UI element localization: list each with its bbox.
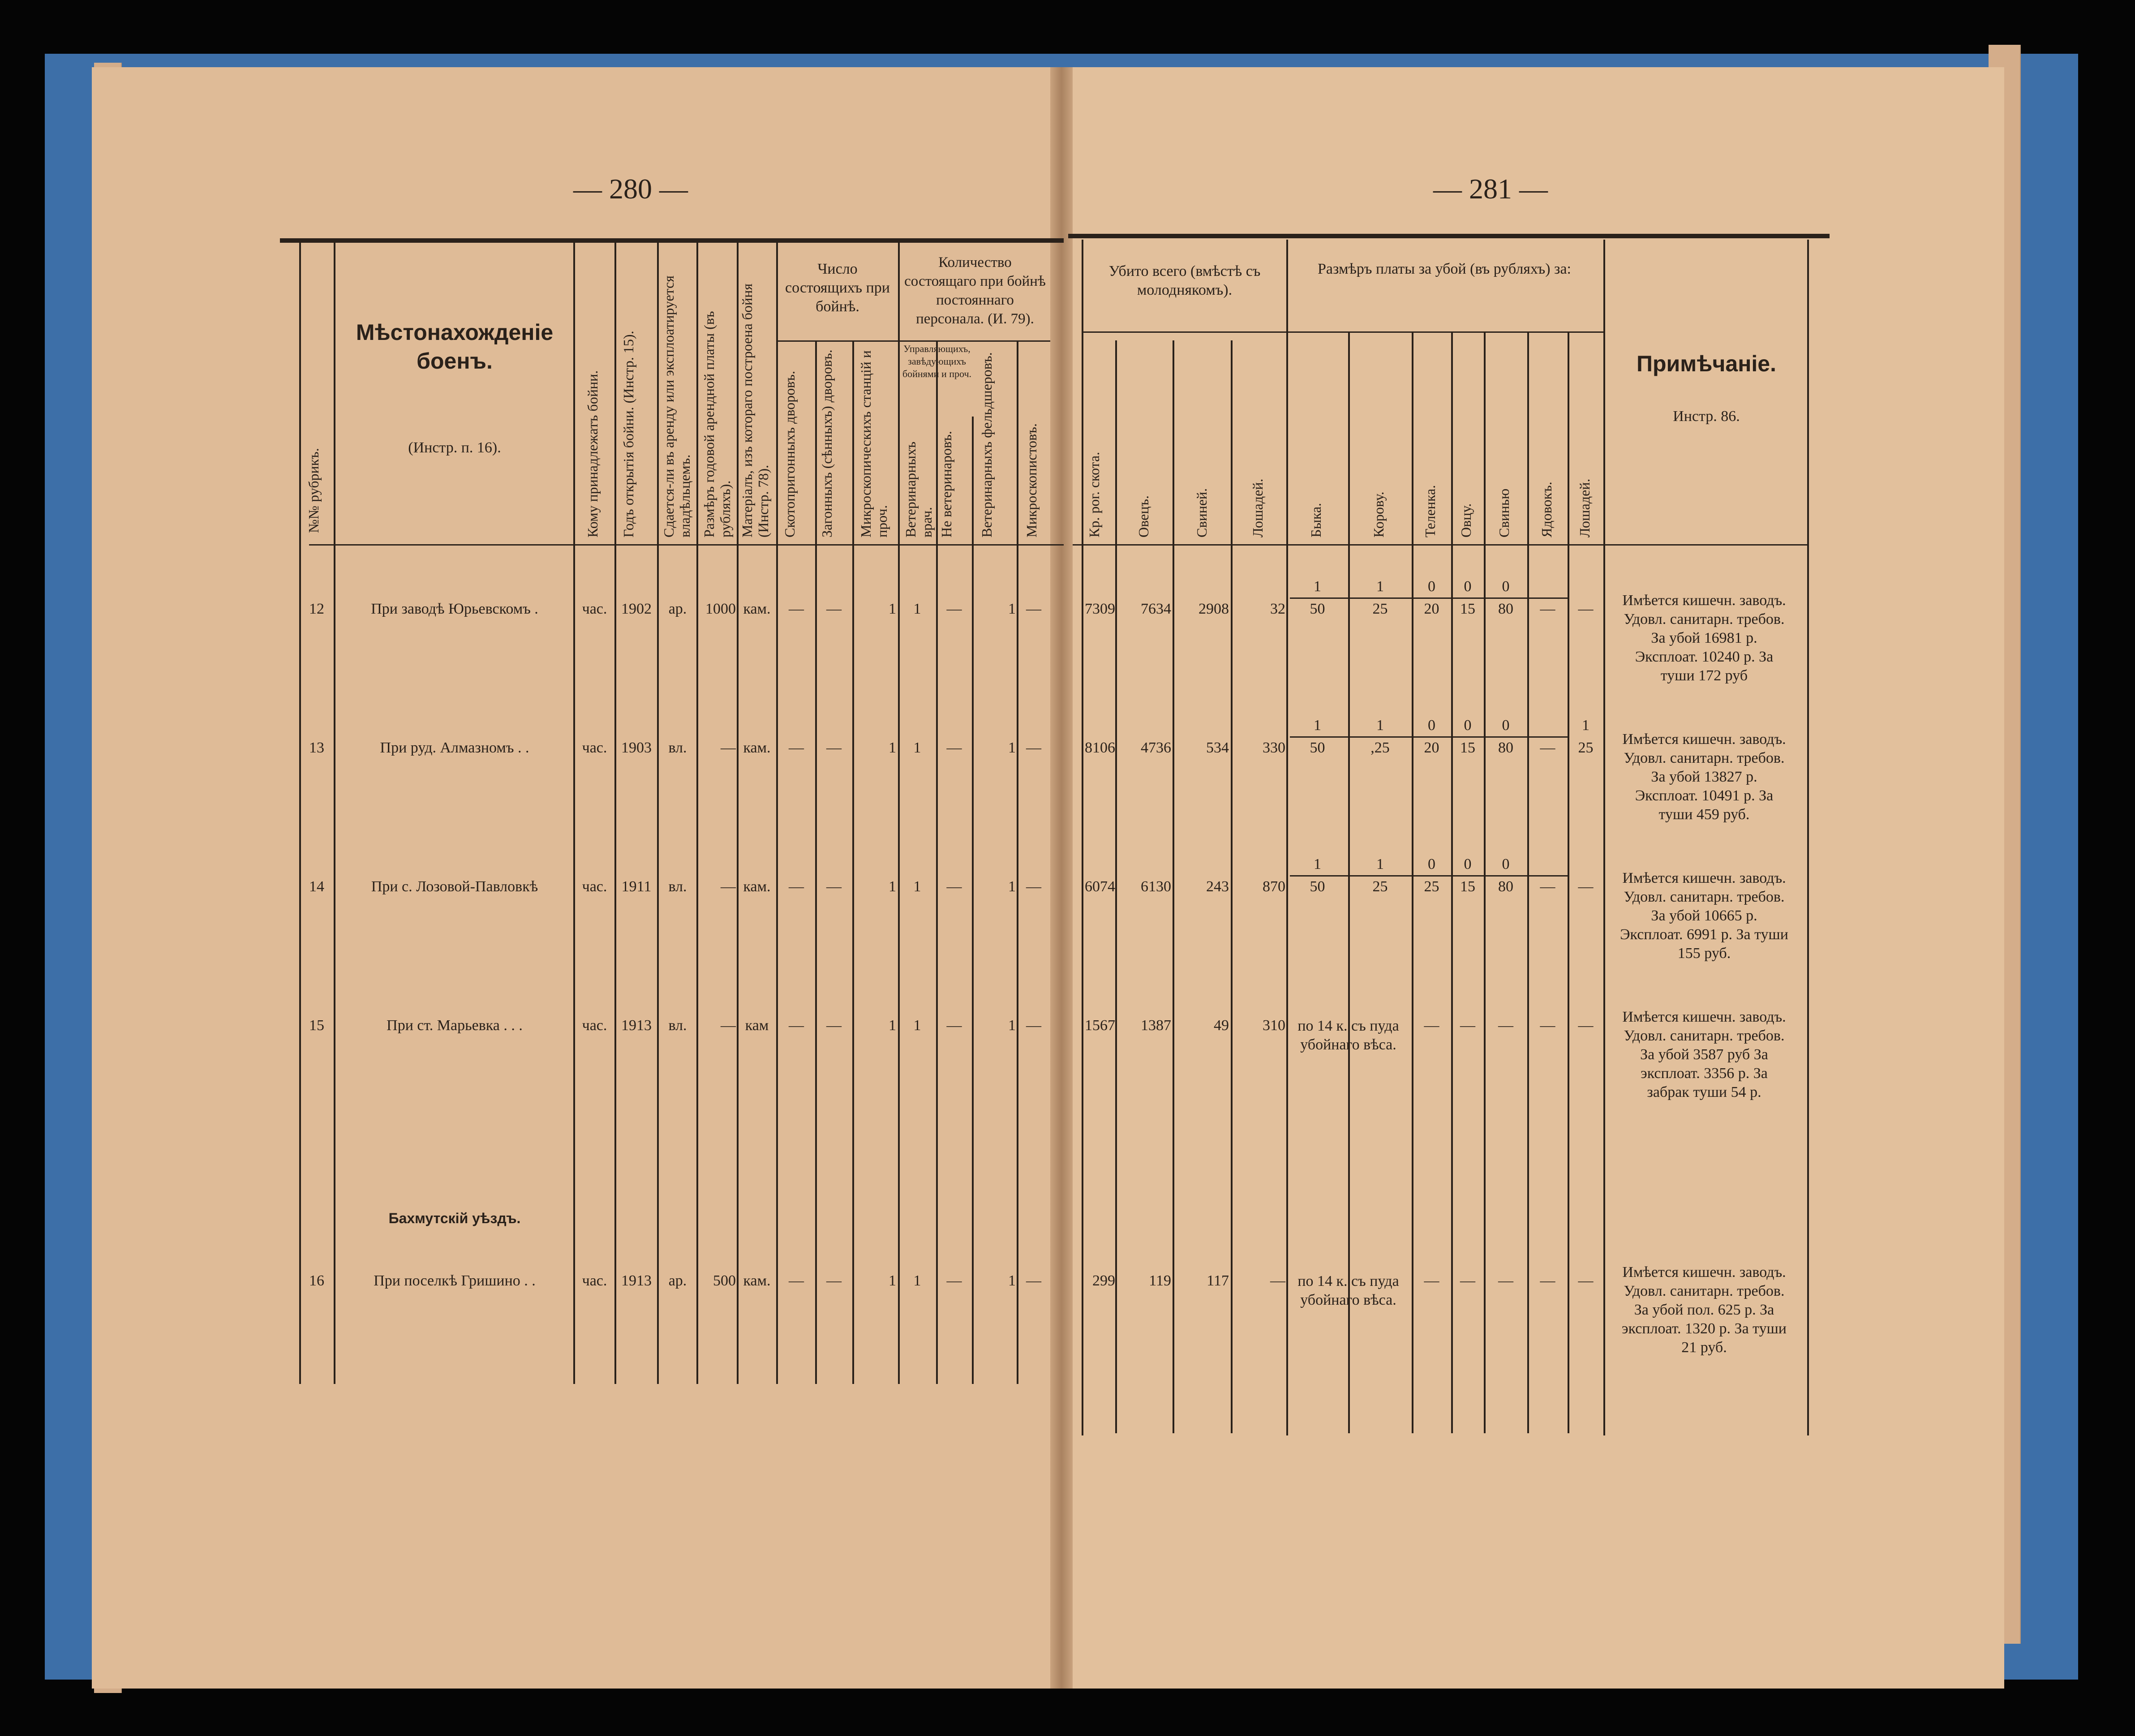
col-line <box>936 340 938 1384</box>
left-header-bottom-rule <box>309 544 1064 546</box>
row-vet-doc: 1 <box>913 878 921 895</box>
fee-per-head-kopecks: — <box>1578 601 1594 617</box>
header-bull: Быка. <box>1308 503 1324 537</box>
fee-fraction-rule <box>1290 597 1568 599</box>
fee-per-head-numerator: 1 <box>1314 717 1321 734</box>
row-horses: 330 <box>1263 739 1285 756</box>
fee-per-head-kopecks: 50 <box>1310 739 1325 756</box>
row-micro-station: 1 <box>889 739 896 756</box>
row-nonvet: — <box>946 601 962 617</box>
fee-dash: — <box>1424 1017 1439 1034</box>
row-owner: час. <box>582 1017 607 1034</box>
row-note: Имѣется кишечн. заводъ. Удовл. санитарн. требов. За убой 3587 руб За эксплоат. 3356 р. За забрак туши 54 р. <box>1622 1009 1786 1100</box>
header-skotoprogon: Скотопригонныхъ дворовъ. <box>782 370 798 537</box>
row-owner: час. <box>582 601 607 617</box>
row-number: 16 <box>309 1272 324 1289</box>
fee-dash: — <box>1540 1272 1555 1289</box>
col-line <box>852 340 854 1384</box>
row-place: При с. Лозовой-Павловкѣ <box>371 878 538 895</box>
header-rubric: №№ рубрикъ. <box>305 448 322 533</box>
fee-per-head-numerator: 0 <box>1464 856 1472 872</box>
row-vet-doc: 1 <box>913 739 921 756</box>
row-material: кам <box>745 1017 769 1034</box>
row-lease: вл. <box>668 739 687 756</box>
staff-group-rule <box>898 340 1050 342</box>
fee-per-head-kopecks: 15 <box>1460 601 1475 617</box>
fee-per-head-numerator: 1 <box>1376 856 1384 872</box>
header-pigs: Свиней. <box>1194 488 1210 537</box>
left-table-border <box>299 242 301 1384</box>
row-note: Имѣется кишечн. заводъ. Удовл. санитарн. требов. За убой пол. 625 р. За эксплоат. 1320 р. За туши 21 руб. <box>1622 1264 1787 1356</box>
fee-dash: — <box>1498 1272 1513 1289</box>
fee-per-head-kopecks: 80 <box>1498 878 1513 895</box>
row-sheep: 7634 <box>1141 601 1171 617</box>
row-lease: ар. <box>668 1272 687 1289</box>
row-year: 1911 <box>621 878 652 895</box>
row-horses: 32 <box>1270 601 1285 617</box>
header-owner: Кому принадлежатъ бойни. <box>584 370 601 537</box>
fee-per-head-kopecks: — <box>1578 878 1594 895</box>
header-location-instr: (Инстр. п. 16). <box>408 439 501 456</box>
row-micro-station: 1 <box>889 601 896 617</box>
fee-fraction-rule <box>1290 736 1568 738</box>
fee-per-head-numerator: 1 <box>1314 856 1321 872</box>
row-zagon: — <box>826 739 842 756</box>
row-skotoprogon: — <box>789 739 804 756</box>
section-label: Бахмутскій уѣздъ. <box>388 1210 521 1226</box>
row-rent: 500 <box>713 1272 736 1289</box>
fee-per-head-kopecks: ,25 <box>1370 739 1390 756</box>
row-sheep: 119 <box>1149 1272 1171 1289</box>
row-zagon: — <box>826 1272 842 1289</box>
row-microscopist: — <box>1026 1272 1041 1289</box>
fee-per-head-numerator: 1 <box>1376 717 1384 734</box>
fee-dash: — <box>1460 1017 1475 1034</box>
fee-per-head-kopecks: 20 <box>1424 739 1439 756</box>
row-zagon: — <box>826 601 842 617</box>
fee-per-head-kopecks: 25 <box>1372 601 1388 617</box>
row-year: 1913 <box>621 1017 652 1034</box>
fee-per-head-numerator: 0 <box>1464 717 1472 734</box>
header-zagon: Загонныхъ (сѣнныхъ) дворовъ. <box>819 349 835 537</box>
fee-per-head-kopecks: 50 <box>1310 878 1325 895</box>
row-place: При заводѣ Юрьевскомъ . <box>371 601 538 617</box>
row-skotoprogon: — <box>789 878 804 895</box>
col-line <box>1115 340 1117 1433</box>
row-number: 14 <box>309 878 324 895</box>
row-vet-doc: 1 <box>913 601 921 617</box>
header-rent: Размѣръ годовой арендной платы (въ рубляхъ). <box>701 311 733 537</box>
header-horses: Лошадей. <box>1250 478 1266 537</box>
header-vet-feld: Ветеринарныхъ фельдшеровъ. <box>979 352 995 537</box>
row-place: При руд. Алмазномъ . . <box>380 739 529 756</box>
header-sheep: Овецъ. <box>1135 495 1151 537</box>
row-number: 13 <box>309 739 324 756</box>
fee-per-head-numerator: 0 <box>1428 578 1435 595</box>
col-line <box>972 417 974 1384</box>
row-note: Имѣется кишечн. заводъ. Удовл. санитарн. требов. За убой 16981 р. Эксплоат. 10240 р. За туши 172 руб <box>1622 592 1786 684</box>
col-line <box>776 242 778 1384</box>
fee-dash: — <box>1540 1017 1555 1034</box>
row-skotoprogon: — <box>789 601 804 617</box>
header-yearlings: Ядовокъ. <box>1538 481 1555 537</box>
row-pigs: 49 <box>1214 1017 1229 1034</box>
col-line <box>1286 240 1288 1435</box>
row-nonvet: — <box>946 1017 962 1034</box>
right-page-number: — 281 — <box>1433 173 1548 205</box>
row-rent: — <box>721 878 736 895</box>
row-pigs: 2908 <box>1199 601 1229 617</box>
header-fee-group: Размѣръ платы за убой (въ рубляхъ) за: <box>1318 261 1571 277</box>
row-number: 12 <box>309 601 324 617</box>
fee-per-head-kopecks: 15 <box>1460 878 1475 895</box>
row-number: 15 <box>309 1017 324 1034</box>
fee-per-head-kopecks: 25 <box>1424 878 1439 895</box>
book-gutter <box>1050 67 1073 1689</box>
col-line <box>334 242 335 1384</box>
row-material: кам. <box>743 739 771 756</box>
header-year: Годъ открытія бойни. (Инстр. 15). <box>620 331 636 537</box>
row-cattle: 299 <box>1092 1272 1115 1289</box>
right-table-border <box>1807 240 1809 1435</box>
header-note: Примѣчаніе. <box>1637 351 1776 376</box>
row-vet-doc: 1 <box>913 1017 921 1034</box>
row-vet-feld: 1 <box>1008 1017 1016 1034</box>
row-micro-station: 1 <box>889 878 896 895</box>
col-line <box>657 242 659 1384</box>
row-horses: — <box>1270 1272 1285 1289</box>
fee-per-head-kopecks: 50 <box>1310 601 1325 617</box>
row-year: 1902 <box>621 601 652 617</box>
fee-per-pood: по 14 к. съ пуда убойнаго вѣса. <box>1297 1018 1399 1053</box>
row-place: При ст. Марьевка . . . <box>387 1017 523 1034</box>
row-micro-station: 1 <box>889 1017 896 1034</box>
col-line <box>815 340 817 1384</box>
header-swine: Свинью <box>1496 488 1512 537</box>
row-place: При поселкѣ Гришино . . <box>374 1272 536 1289</box>
col-line <box>1603 240 1605 1435</box>
fee-per-head-kopecks: — <box>1540 739 1555 756</box>
fee-per-head-numerator: 0 <box>1502 717 1510 734</box>
row-vet-feld: 1 <box>1008 739 1016 756</box>
row-skotoprogon: — <box>789 1272 804 1289</box>
row-microscopist: — <box>1026 1017 1041 1034</box>
fee-per-head-numerator: 0 <box>1428 717 1435 734</box>
row-pigs: 534 <box>1206 739 1229 756</box>
fee-per-head-numerator: 1 <box>1314 578 1321 595</box>
row-vet-doc: 1 <box>913 1272 921 1289</box>
fee-per-head-kopecks: 25 <box>1372 878 1388 895</box>
row-pigs: 243 <box>1206 878 1229 895</box>
fee-per-head-kopecks: 80 <box>1498 601 1513 617</box>
header-killed-group: Убито всего (вмѣстѣ съ молоднякомъ). <box>1108 263 1261 298</box>
row-owner: час. <box>582 739 607 756</box>
col-line <box>898 242 900 1384</box>
row-micro-station: 1 <box>889 1272 896 1289</box>
row-lease: вл. <box>668 1017 687 1034</box>
row-vet-feld: 1 <box>1008 601 1016 617</box>
header-lease: Сдается-ли въ аренду или эксплоатируется владѣльцемъ. <box>661 275 693 537</box>
header-note-instr: Инстр. 86. <box>1673 408 1740 425</box>
fee-per-head-kopecks: 15 <box>1460 739 1475 756</box>
header-cattle: Кр. рог. скота. <box>1086 451 1102 537</box>
header-microscopist: Микроскопистовъ. <box>1023 423 1040 537</box>
row-year: 1913 <box>621 1272 652 1289</box>
fee-per-head-numerator: 0 <box>1464 578 1472 595</box>
col-line <box>573 242 575 1384</box>
header-staff-group: Количество состоящаго при бойнѣ постояннаго персонала. (И. 79). <box>904 254 1046 327</box>
row-material: кам. <box>743 1272 771 1289</box>
header-micro-station: Микроскопическихъ станцій и проч. <box>858 350 890 537</box>
fee-per-head-numerator: 1 <box>1376 578 1384 595</box>
fee-dash: — <box>1578 1017 1594 1034</box>
row-microscopist: — <box>1026 878 1041 895</box>
fee-per-head-numerator: 1 <box>1582 717 1589 734</box>
left-top-rule <box>280 238 1064 243</box>
header-horse-fee: Лошадей. <box>1577 478 1593 537</box>
row-vet-feld: 1 <box>1008 1272 1016 1289</box>
fee-per-head-numerator: 0 <box>1502 578 1510 595</box>
row-owner: час. <box>582 878 607 895</box>
header-vet-doc: Ветеринарныхъ врач. <box>902 441 935 537</box>
right-group-rule <box>1082 331 1603 333</box>
row-note: Имѣется кишечн. заводъ. Удовл. санитарн. требов. За убой 10665 р. Эксплоат. 6991 р. За туши 155 руб. <box>1620 870 1788 962</box>
col-line <box>1017 340 1018 1384</box>
fee-per-head-kopecks: — <box>1540 878 1555 895</box>
row-owner: час. <box>582 1272 607 1289</box>
row-rent: — <box>721 739 736 756</box>
row-sheep: 6130 <box>1141 878 1171 895</box>
row-nonvet: — <box>946 739 962 756</box>
count-group-rule <box>776 340 898 342</box>
fee-dash: — <box>1460 1272 1475 1289</box>
row-zagon: — <box>826 878 842 895</box>
row-cattle: 6074 <box>1085 878 1115 895</box>
row-horses: 870 <box>1263 878 1285 895</box>
right-table-left-border <box>1082 240 1083 1435</box>
fee-dash: — <box>1424 1272 1439 1289</box>
row-material: кам. <box>743 601 771 617</box>
fee-dash: — <box>1578 1272 1594 1289</box>
fee-per-head-kopecks: 20 <box>1424 601 1439 617</box>
header-count-group: Число состоящихъ при бойнѣ. <box>785 261 890 315</box>
row-cattle: 7309 <box>1085 601 1115 617</box>
header-nonvet: Не ветеринаровъ. <box>938 431 954 537</box>
row-rent: 1000 <box>705 601 736 617</box>
row-note: Имѣется кишечн. заводъ. Удовл. санитарн. требов. За убой 13827 р. Эксплоат. 10491 р. За туши 459 руб. <box>1622 731 1786 823</box>
fee-per-head-numerator: 0 <box>1428 856 1435 872</box>
row-skotoprogon: — <box>789 1017 804 1034</box>
col-line <box>696 242 698 1384</box>
row-nonvet: — <box>946 878 962 895</box>
row-lease: вл. <box>668 878 687 895</box>
row-sheep: 1387 <box>1141 1017 1171 1034</box>
fee-fraction-rule <box>1290 875 1568 877</box>
header-ewe: Овцу. <box>1458 503 1474 537</box>
col-line <box>737 242 739 1384</box>
row-rent: — <box>721 1017 736 1034</box>
header-cow: Корову. <box>1370 491 1387 537</box>
row-lease: ар. <box>668 601 687 617</box>
row-vet-feld: 1 <box>1008 878 1016 895</box>
fee-per-head-kopecks: 25 <box>1578 739 1594 756</box>
header-location: Мѣстонахожденіе боенъ. <box>356 320 554 374</box>
header-material: Матеріалъ, изъ котораго построена бойня (Инстр. 78). <box>739 284 771 537</box>
row-material: кам. <box>743 878 771 895</box>
fee-per-head-kopecks: 80 <box>1498 739 1513 756</box>
right-top-rule <box>1068 234 1830 238</box>
row-microscopist: — <box>1026 601 1041 617</box>
left-page-number: — 280 — <box>573 173 688 205</box>
row-cattle: 8106 <box>1085 739 1115 756</box>
row-horses: 310 <box>1263 1017 1285 1034</box>
row-sheep: 4736 <box>1141 739 1171 756</box>
fee-per-head-numerator: 0 <box>1502 856 1510 872</box>
row-zagon: — <box>826 1017 842 1034</box>
row-pigs: 117 <box>1207 1272 1229 1289</box>
fee-per-head-kopecks: — <box>1540 601 1555 617</box>
header-managers: Управляющихъ, завѣдующихъ бойнями и проч. <box>902 343 972 379</box>
row-microscopist: — <box>1026 739 1041 756</box>
row-year: 1903 <box>621 739 652 756</box>
fee-dash: — <box>1498 1017 1513 1034</box>
header-calf: Теленка. <box>1422 485 1438 537</box>
col-line <box>614 242 616 1384</box>
row-cattle: 1567 <box>1085 1017 1115 1034</box>
fee-per-pood: по 14 к. съ пуда убойнаго вѣса. <box>1297 1273 1399 1308</box>
right-header-bottom-rule <box>1073 544 1807 546</box>
row-nonvet: — <box>946 1272 962 1289</box>
